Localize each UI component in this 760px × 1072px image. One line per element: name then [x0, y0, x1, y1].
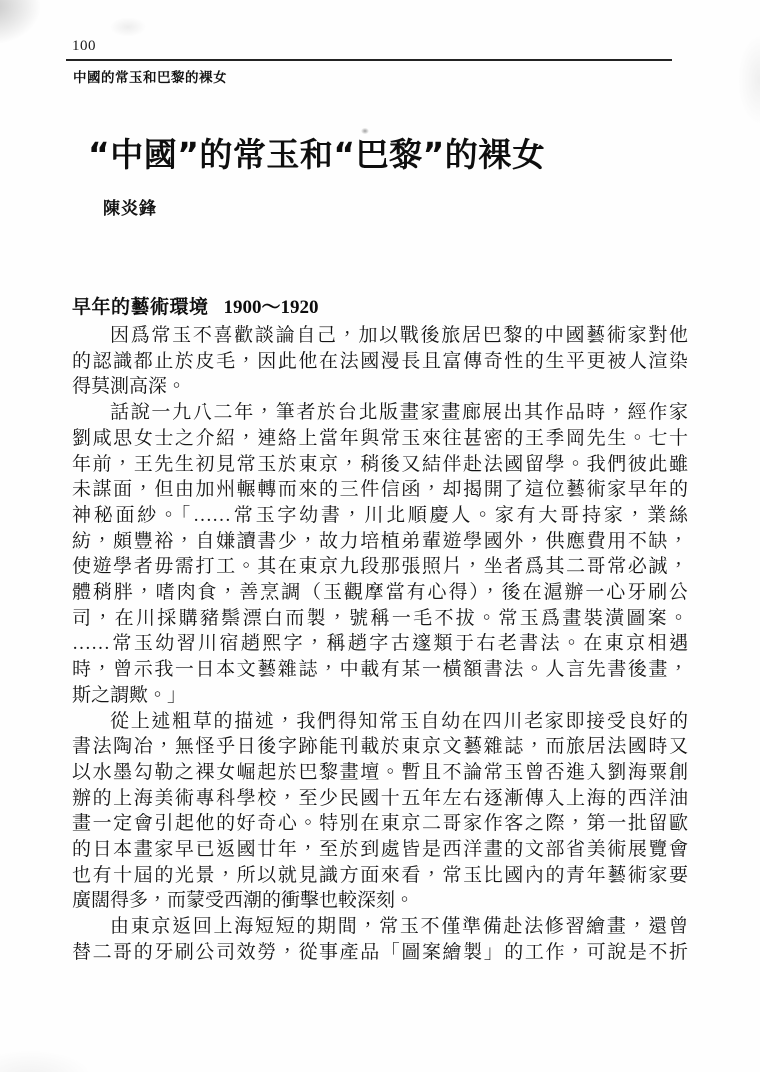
body-line: 神秘面紗。「……常玉字幼書，川北順慶人。家有大哥持家，業絲 [72, 504, 688, 526]
body-line: 司，在川採購豬鬃漂白而製，號稱一毛不拔。常玉爲畫裝潢圖案。 [72, 607, 688, 629]
body-line: 的認識都止於皮毛，因此他在法國漫長且富傳奇性的生平更被人渲染 [72, 350, 688, 372]
header-rule [66, 59, 672, 61]
body-line: 紡，頗豐裕，自嫌讀書少，故力培植弟輩遊學國外，供應費用不缺， [72, 530, 688, 552]
body-line: ……常玉幼習川宿趙熙字，稱趙字古邃類于右老書法。在東京相遇 [72, 633, 688, 655]
article-body [72, 323, 688, 966]
section-heading [72, 292, 319, 319]
body-line: 未謀面，但由加州輾轉而來的三件信函，却揭開了這位藝術家早年的 [72, 479, 688, 501]
body-line: 話說一九八二年，筆者於台北版畫家畫廊展出其作品時，經作家 [110, 402, 688, 424]
running-header: 中國的常玉和巴黎的裸女 [73, 70, 227, 85]
article-author: 陳炎鋒 [103, 199, 157, 218]
article-title: “中國”的常玉和“巴黎”的裸女 [88, 135, 546, 174]
page-number: 100 [72, 38, 96, 54]
body-line: 從上述粗草的描述，我們得知常玉自幼在四川老家即接受良好的 [110, 710, 688, 732]
body-line: 體稍胖，嗜肉食，善烹調（玉觀摩當有心得），後在滬辦一心牙刷公 [72, 582, 688, 604]
body-line: 的日本畫家早已返國廿年，至於到處皆是西洋畫的文部省美術展覽會 [72, 839, 688, 861]
section-period: 1900～1920 [223, 297, 319, 318]
body-line: 年前，王先生初見常玉於東京，稍後又結伴赴法國留學。我們彼此雖 [72, 453, 688, 475]
body-line: 以水墨勾勒之裸女崛起於巴黎畫壇。暫且不論常玉曾否進入劉海粟創 [72, 761, 688, 783]
body-line: 因爲常玉不喜歡談論自己，加以戰後旅居巴黎的中國藝術家對他 [110, 325, 688, 346]
body-line: 替二哥的牙刷公司效勞，從事產品「圖案繪製」的工作，可說是不折 [72, 941, 688, 963]
body-line: 得莫測高深。 [72, 376, 187, 398]
body-line: 由東京返回上海短短的期間，常玉不僅準備赴法修習繪畫，還曾 [110, 916, 688, 938]
body-line: 辦的上海美術專科學校，至少民國十五年左右逐漸傳入上海的西洋油 [72, 787, 688, 809]
body-line: 書法陶冶，無怪乎日後字跡能刊載於東京文藝雜誌，而旅居法國時又 [72, 736, 688, 758]
body-line: 畫一定會引起他的好奇心。特別在東京二哥家作客之際，第一批留歐 [72, 813, 688, 835]
body-line: 也有十屆的光景，所以就見識方面來看，常玉比國內的青年藝術家要 [72, 864, 688, 886]
body-line: 時，曾示我一日本文藝雜誌，中載有某一橫額書法。人言先書後畫， [72, 659, 688, 681]
body-line: 斯之謂歟。」 [72, 684, 187, 706]
body-line: 劉咸思女士之介紹，連絡上當年與常玉來往甚密的王季岡先生。七十 [72, 427, 688, 449]
body-line: 廣闊得多，而蒙受西潮的衝擊也較深刻。 [72, 890, 415, 912]
body-line: 使遊學者毋需打工。其在東京九段那張照片，坐者爲其二哥常必誠， [72, 556, 688, 578]
section-heading-text: 早年的藝術環境 [72, 297, 209, 318]
